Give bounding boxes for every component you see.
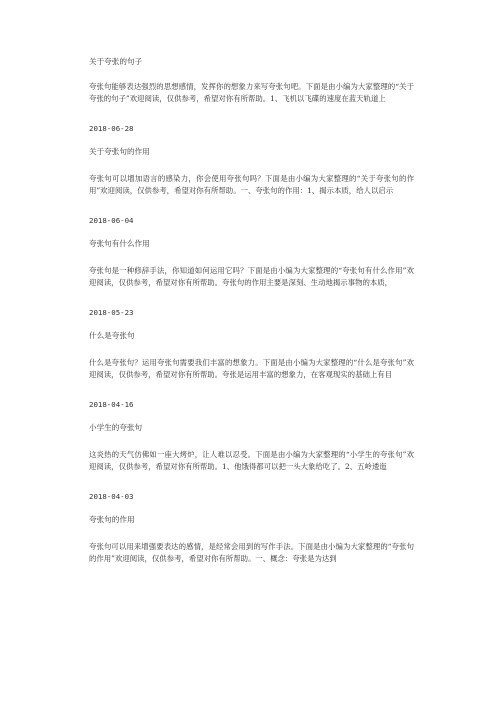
article-date: 2018-06-04: [89, 216, 134, 225]
list-item: [89, 238, 414, 318]
article-summary: 这炎热的天气仿佛如一座大烤炉，让人难以忍受。下面是由小编为大家整理的“小学生的夸张句”欢迎阅读，仅供参考，希望对你有所帮助。1、他饿得都可以把一头大象给吃了。2、五岭逶迤: [89, 450, 414, 471]
article-summary: 夸张句是一种修辞手法，你知道如何运用它吗？下面是由小编为大家整理的“夸张句有什么作用”欢迎阅读，仅供参考，希望对你有所帮助。夸张句的作用主要是深刻、生动地揭示事物的本质，: [89, 266, 414, 287]
article-date: 2018-04-03: [89, 492, 134, 501]
list-item: [89, 514, 414, 565]
article-title[interactable]: 什么是夸张句: [89, 331, 135, 340]
article-title[interactable]: 关于夸张的句子: [89, 57, 143, 66]
article-summary: 夸张句能够表达强烈的思想感情，发挥你的想象力来写夸张句吧。下面是由小编为大家整理的“关于夸张的句子”欢迎阅读，仅供参考，希望对你有所帮助。1、飞机以飞碟的速度在蓝天轨道上: [89, 82, 414, 103]
list-item: [89, 330, 414, 410]
article-date: 2018-06-28: [89, 124, 134, 133]
article-summary: 什么是夸张句？运用夸张句需要我们丰富的想象力。下面是由小编为大家整理的“什么是夸张句”欢迎阅读，仅供参考，希望对你有所帮助。夸张是运用丰富的想象力，在客观现实的基础上有目: [89, 358, 414, 379]
article-list: [89, 56, 414, 583]
article-date: 2018-05-23: [89, 308, 134, 317]
list-item: [89, 146, 414, 226]
article-title[interactable]: 夸张句有什么作用: [89, 239, 150, 248]
article-title[interactable]: 关于夸张句的作用: [89, 147, 150, 156]
article-date: 2018-04-16: [89, 400, 134, 409]
list-item: [89, 422, 414, 502]
article-summary: 夸张句可以用来增强要表达的感情，是经常会用到的写作手法。下面是由小编为大家整理的“夸张句的作用”欢迎阅读，仅供参考，希望对你有所帮助。一、概念：夸张是为达到: [89, 542, 414, 563]
article-title[interactable]: 夸张句的作用: [89, 515, 135, 524]
list-item: [89, 56, 414, 134]
article-summary: 夸张句可以增加语言的感染力，你会使用夸张句吗？下面是由小编为大家整理的“关于夸张句的作用”欢迎阅读，仅供参考，希望对你有所帮助。一、夸张句的作用：1、揭示本质，给人以启示: [89, 174, 414, 195]
article-title[interactable]: 小学生的夸张句: [89, 423, 143, 432]
